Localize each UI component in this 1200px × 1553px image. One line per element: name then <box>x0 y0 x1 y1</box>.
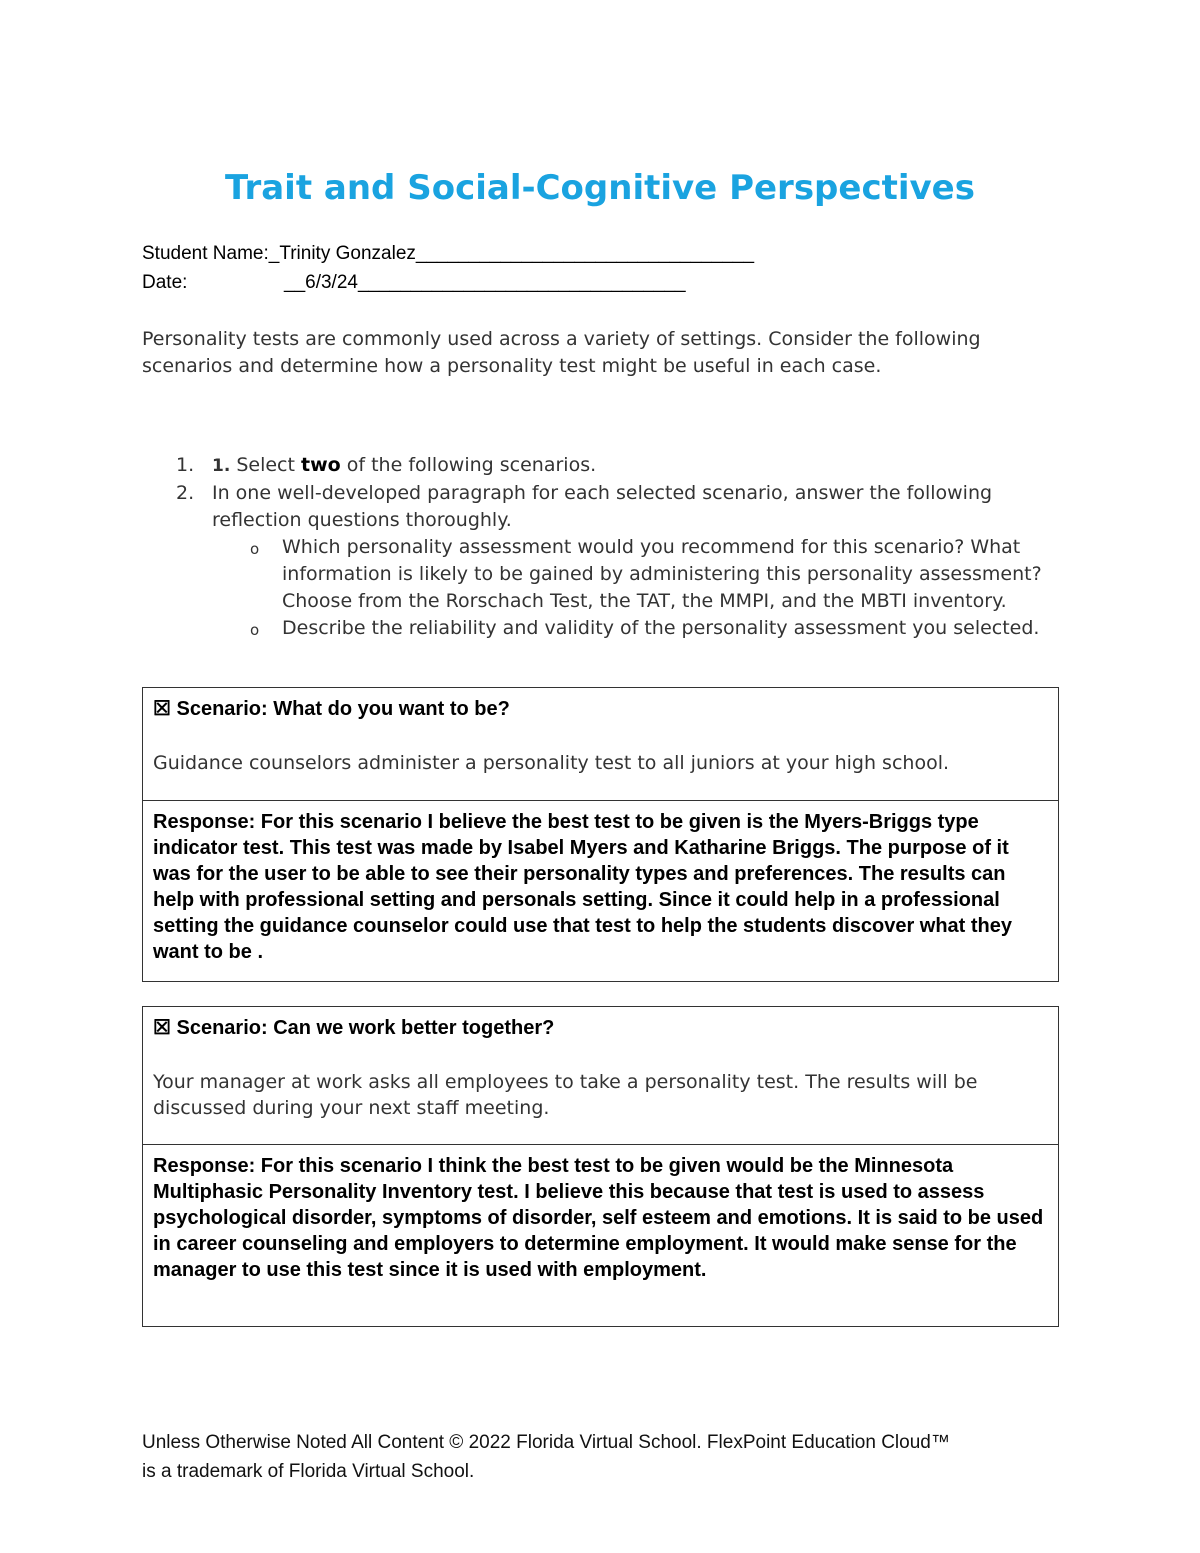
date-row <box>142 272 686 294</box>
step-text: of the following scenarios. <box>340 454 597 476</box>
response-text: Response: For this scenario I believe the best test to be given is the Myers-Briggs type indicator test. This test was made by Isabel Myers and Katharine Briggs. The purpose of it was for the user to be able to see their personality types and preferences. The results can help with professional setting and personals setting. Since it could help in a professional setting the guidance counselor could use that test to help the students discover what they want to be . <box>153 811 1013 963</box>
intro-paragraph: Personality tests are commonly used across a variety of settings. Consider the following scenarios and determine how a personality test might be useful in each case. <box>142 328 981 377</box>
date-label: Date: <box>142 272 188 293</box>
scenario-prompt-cell <box>143 1007 1058 1145</box>
footer-line-1: Unless Otherwise Noted All Content © 2022 Florida Virtual School. FlexPoint Education Cloud™ <box>142 1432 950 1453</box>
bullet-icon: o <box>250 621 260 639</box>
response-text: Response: For this scenario I think the best test to be given would be the Minnesota Multiphasic Personality Inventory test. I believe this because that test is used to assess psychological disorder, symptoms of disorder, self esteem and emotions. It is said to be used in career counseling and employers to determine employment. It would make sense for the manager to use this test since it is used with employment. <box>153 1155 1044 1281</box>
scenario-title-text: Scenario: What do you want to be? <box>176 698 510 720</box>
scenario-title <box>153 1015 1048 1041</box>
response-cell <box>143 801 1058 981</box>
scenario-box-2 <box>142 1006 1059 1327</box>
instructions-list <box>142 452 1042 642</box>
scenario-description: Guidance counselors administer a personality test to all juniors at your high school. <box>153 752 950 774</box>
instruction-step-1 <box>142 452 1042 480</box>
checked-checkbox-icon: ☒ <box>153 698 171 720</box>
bullet-icon: o <box>250 540 260 558</box>
scenario-prompt-cell <box>143 688 1058 801</box>
scenario-title-text: Scenario: Can we work better together? <box>176 1017 555 1039</box>
step-text: Select <box>230 454 301 476</box>
scenario-description: Your manager at work asks all employees to take a personality test. The results will be discussed during your next staff meeting. <box>153 1071 978 1119</box>
response-cell <box>143 1145 1058 1326</box>
scenario-box-1 <box>142 687 1059 982</box>
step-number: 1. <box>176 454 195 476</box>
date-value: __6/3/24_______________________________ <box>284 272 686 293</box>
student-name-row <box>142 243 754 265</box>
page-title: Trait and Social-Cognitive Perspectives <box>225 168 975 208</box>
footer-line-2: is a trademark of Florida Virtual School. <box>142 1461 475 1482</box>
step-number: 2. <box>176 482 195 504</box>
instruction-subitem-2 <box>142 615 1042 642</box>
copyright-footer <box>142 1428 1062 1486</box>
step-prefix: 1. <box>212 456 231 476</box>
step-text: In one well-developed paragraph for each selected scenario, answer the following reflection questions thoroughly. <box>212 482 993 531</box>
student-name-value: _Trinity Gonzalez________________________________ <box>268 243 755 264</box>
student-name-label: Student Name: <box>142 243 269 264</box>
subitem-text: Which personality assessment would you recommend for this scenario? What information is likely to be gained by administering this personality assessment? Choose from the Rorschach Test, the TAT, the MMPI, and the MBTI inventory. <box>282 536 1042 612</box>
subitem-text: Describe the reliability and validity of the personality assessment you selected. <box>282 617 1040 639</box>
instruction-step-2 <box>142 480 1042 534</box>
step-emphasis: two <box>301 454 341 476</box>
checked-checkbox-icon: ☒ <box>153 1017 171 1039</box>
scenario-title <box>153 696 1048 722</box>
instruction-subitem-1 <box>142 534 1042 615</box>
